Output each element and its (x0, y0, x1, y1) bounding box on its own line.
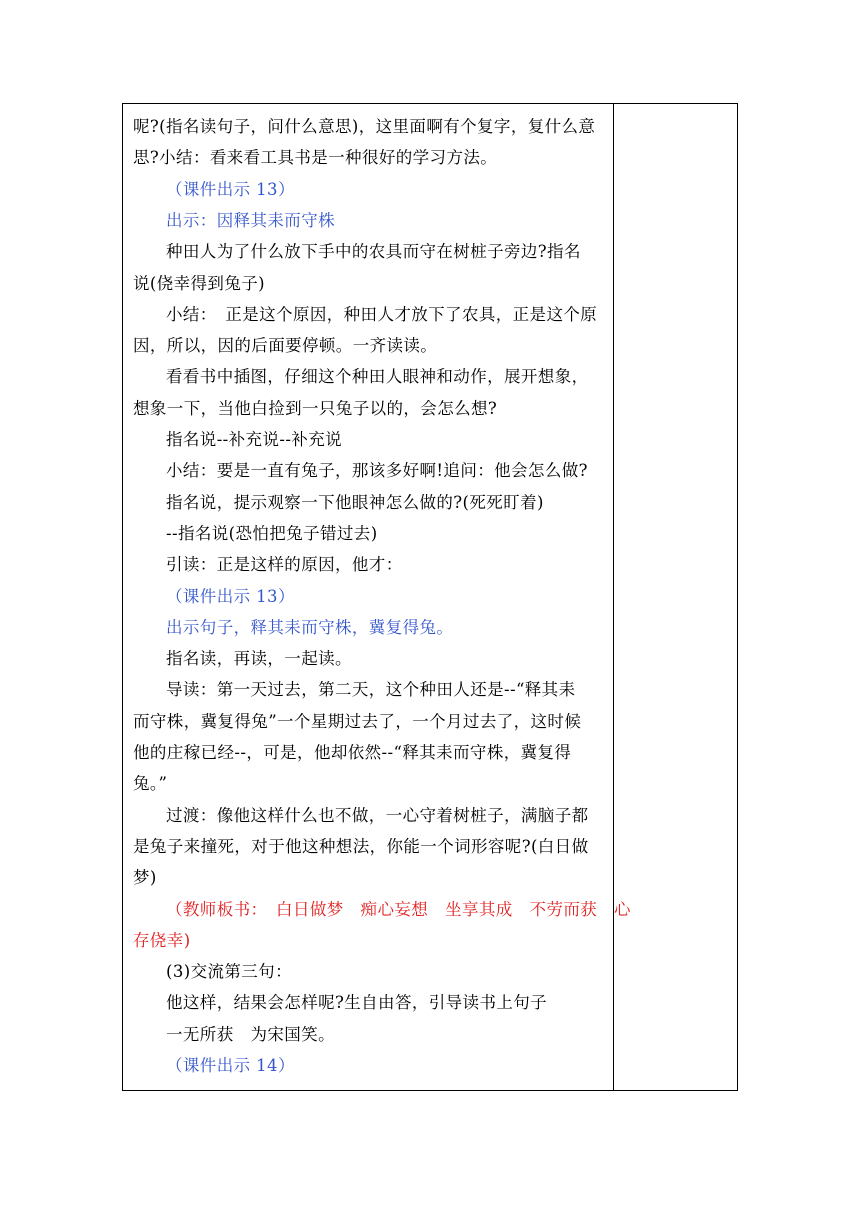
text-line: 小结：要是一直有兔子，那该多好啊!追问：他会怎么做? (166, 461, 588, 481)
text-line: 他的庄稼已经--，可是，他却依然--“释其耒而守株，冀复得 (133, 743, 572, 762)
notes-cell (614, 104, 737, 1090)
lesson-content-cell (123, 104, 631, 1090)
lesson-table (122, 103, 738, 1091)
text-line: 梦) (133, 868, 157, 888)
text-line: 因，所以，因的后面要停顿。一齐读读。 (133, 336, 438, 356)
text-line: 存侥幸) (133, 930, 191, 950)
text-line: （教师板书： 白日做梦 痴心妄想 坐享其成 不劳而获 心 (166, 899, 631, 919)
text-line: 兔。” (133, 774, 168, 794)
text-line: 过渡：像他这样什么也不做，一心守着树桩子，满脑子都 (166, 805, 589, 825)
text-line: 种田人为了什么放下手中的农具而守在树桩子旁边?指名 (166, 242, 581, 262)
text-line: 小结： 正是这个原因，种田人才放下了农具，正是这个原 (166, 304, 598, 324)
text-line: 呢?(指名读句子，问什么意思)，这里面啊有个复字，复什么意 (133, 117, 596, 136)
text-line: 是兔子来撞死，对于他这种想法，你能一个词形容呢?(白日做 (133, 836, 589, 856)
text-line: 指名读，再读，一起读。 (166, 649, 352, 669)
text-line: 导读：第一天过去，第二天，这个种田人还是--“释其耒 (166, 680, 576, 700)
text-line: （课件出示 13） (166, 179, 295, 199)
text-line: 说(侥幸得到兔子) (133, 273, 265, 293)
text-line: 引读：正是这样的原因，他才： (166, 555, 403, 575)
text-line: （课件出示 13） (166, 586, 295, 606)
text-line: 出示：因释其耒而守株 (166, 210, 335, 230)
text-line: (3)交流第三句： (166, 962, 292, 982)
text-line: 想象一下，当他白捡到一只兔子以的，会怎么想? (133, 398, 498, 418)
text-line: 一无所获 为宋国笑。 (166, 1024, 335, 1044)
text-line: --指名说(恐怕把兔子错过去) (166, 523, 378, 543)
text-line: 看看书中插图，仔细这个种田人眼神和动作，展开想象， (166, 367, 589, 387)
text-line: 而守株，冀复得兔”一个星期过去了，一个月过去了，这时候 (133, 711, 582, 731)
text-line: 指名说--补充说--补充说 (166, 430, 343, 449)
text-line: 出示句子，释其耒而守株，冀复得兔。 (166, 617, 454, 637)
text-line: 思?小结：看来看工具书是一种很好的学习方法。 (133, 148, 498, 168)
text-line: 他这样，结果会怎样呢?生自由答，引导读书上句子 (166, 993, 548, 1013)
text-line: （课件出示 14） (166, 1056, 295, 1075)
text-line: 指名说，提示观察一下他眼神怎么做的?(死死盯着) (166, 492, 544, 512)
